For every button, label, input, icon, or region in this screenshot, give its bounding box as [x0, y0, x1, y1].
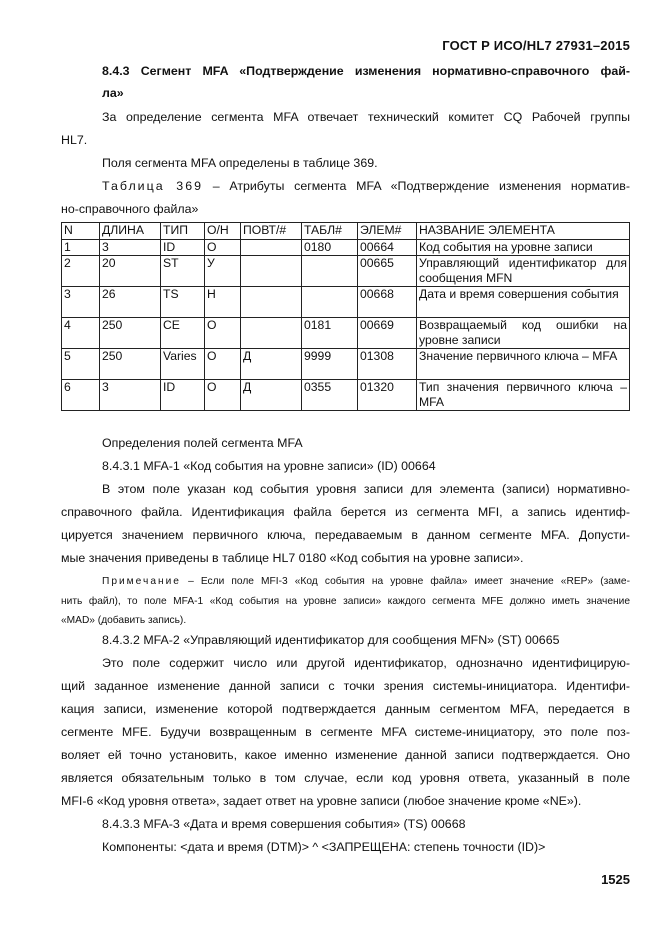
- cell-opt: О: [205, 240, 241, 256]
- attributes-table: [61, 222, 630, 411]
- header-table: ТАБЛ#: [302, 223, 358, 240]
- field-definitions-title: Определения полей сегмента MFA: [102, 436, 303, 450]
- note-label: Примечание: [102, 576, 181, 587]
- cell-length: 3: [100, 240, 161, 256]
- cell-length: 3: [100, 380, 161, 411]
- subsection-3-line-1: Компоненты: <дата и время (DTM)> ^ <ЗАПРЕЩЕНА: степень точности (ID)>: [102, 840, 546, 854]
- subsection-1-line-3: цируется значением первичного ключа, передаваемым в данном сегменте MFA. Допусти-: [61, 528, 630, 542]
- cell-n: 1: [62, 240, 100, 256]
- cell-name: Дата и время совершения события: [417, 287, 630, 318]
- header-element: ЭЛЕМ#: [358, 223, 417, 240]
- header-name: НАЗВАНИЕ ЭЛЕМЕНТА: [417, 223, 630, 240]
- cell-type: ST: [161, 256, 205, 287]
- cell-length: 20: [100, 256, 161, 287]
- cell-type: ID: [161, 380, 205, 411]
- subsection-2-line-3: кация записи, изменение которой подтверждается данным сегментом MFA, передается в: [61, 702, 630, 716]
- cell-element: 00665: [358, 256, 417, 287]
- header-n: N: [62, 223, 100, 240]
- table-row: [62, 287, 630, 318]
- cell-element: 00664: [358, 240, 417, 256]
- cell-table: 0180: [302, 240, 358, 256]
- cell-repeat: [241, 318, 302, 349]
- cell-name: Возвращаемый код ошибки на уровне записи: [417, 318, 630, 349]
- fields-intro-paragraph: Поля сегмента MFA определены в таблице 369.: [102, 156, 378, 170]
- cell-table: 0181: [302, 318, 358, 349]
- cell-repeat: [241, 256, 302, 287]
- table-row: [62, 256, 630, 287]
- cell-opt: О: [205, 318, 241, 349]
- cell-opt: У: [205, 256, 241, 287]
- cell-element: 00668: [358, 287, 417, 318]
- cell-name: Значение первичного ключа – MFA: [417, 349, 630, 380]
- section-heading-line-1: 8.4.3 Сегмент MFA «Подтверждение изменения нормативно-справочного фай-: [102, 64, 630, 78]
- cell-n: 5: [62, 349, 100, 380]
- note-line-3: «MAD» (добавить запись).: [61, 615, 187, 626]
- subsection-1-title: 8.4.3.1 MFA-1 «Код события на уровне записи» (ID) 00664: [102, 459, 436, 473]
- table-row: [62, 380, 630, 411]
- subsection-2-line-2: щий заданное изменение данной записи с точки зрения системы-инициатора. Идентифи-: [61, 679, 630, 693]
- table-row: [62, 349, 630, 380]
- cell-type: Varies: [161, 349, 205, 380]
- cell-opt: О: [205, 349, 241, 380]
- cell-repeat: [241, 287, 302, 318]
- table-caption-line-1: [102, 175, 630, 198]
- subsection-2-line-7: MFI-6 «Код уровня ответа», задает ответ на уровне записи (любое значение кроме «NE»).: [61, 794, 582, 808]
- cell-name: Управляющий идентификатор для сообщения MFN: [417, 256, 630, 287]
- subsection-1-line-4: мые значения приведены в таблице HL7 0180 «Код события на уровне записи».: [61, 551, 524, 565]
- cell-element: 01320: [358, 380, 417, 411]
- cell-element: 00669: [358, 318, 417, 349]
- cell-type: TS: [161, 287, 205, 318]
- cell-opt: Н: [205, 287, 241, 318]
- header-length: ДЛИНА: [100, 223, 161, 240]
- subsection-1-line-1: В этом поле указан код события уровня записи для элемента (записи) нормативно-: [102, 482, 630, 496]
- note-line-1: [102, 571, 630, 592]
- table-header-row: [62, 223, 630, 240]
- table-row: [62, 240, 630, 256]
- subsection-2-line-4: сегменте MFE. Будучи возвращенным в сегменте MFA системе-инициатору, это поле поз-: [61, 725, 630, 739]
- cell-type: ID: [161, 240, 205, 256]
- cell-length: 26: [100, 287, 161, 318]
- cell-table: [302, 256, 358, 287]
- table-caption-text: – Атрибуты сегмента MFA «Подтверждение изменения норматив-: [202, 179, 630, 193]
- table-caption-line-2: но-справочного файла»: [61, 202, 199, 216]
- note-line-2: нить файл), то поле MFA-1 «Код события на уровне записи» каждого сегмента MFE должно иметь значение: [61, 596, 630, 607]
- subsection-2-line-6: является обязательным только в том случае, если код уровня ответа, указанный в поле: [61, 771, 630, 785]
- cell-n: 4: [62, 318, 100, 349]
- cell-length: 250: [100, 349, 161, 380]
- cell-name: Тип значения первичного ключа – MFA: [417, 380, 630, 411]
- cell-repeat: Д: [241, 380, 302, 411]
- cell-n: 3: [62, 287, 100, 318]
- subsection-2-title: 8.4.3.2 MFA-2 «Управляющий идентификатор для сообщения MFN» (ST) 00665: [102, 633, 560, 647]
- cell-n: 6: [62, 380, 100, 411]
- note-text: – Если поле MFI-3 «Код события на уровне файла» имеет значение «REP» (заме-: [180, 576, 630, 587]
- cell-name: Код события на уровне записи: [417, 240, 630, 256]
- cell-repeat: Д: [241, 349, 302, 380]
- table-row: [62, 318, 630, 349]
- table-caption-label: Таблица 369: [102, 179, 203, 193]
- document-code: ГОСТ Р ИСО/HL7 27931–2015: [442, 38, 630, 53]
- intro-paragraph-line-1: За определение сегмента MFA отвечает технический комитет CQ Рабочей группы: [102, 110, 630, 124]
- cell-table: 0355: [302, 380, 358, 411]
- subsection-2-line-5: воляет ей точно установить, какое именно изменение данной записи подтверждается. Оно: [61, 748, 630, 762]
- intro-paragraph-line-2: HL7.: [61, 133, 88, 147]
- header-repeat: ПОВТ/#: [241, 223, 302, 240]
- page-number: 1525: [601, 872, 630, 887]
- subsection-2-line-1: Это поле содержит число или другой идентификатор, однозначно идентифицирую-: [102, 656, 630, 670]
- cell-opt: О: [205, 380, 241, 411]
- cell-n: 2: [62, 256, 100, 287]
- cell-table: 9999: [302, 349, 358, 380]
- subsection-1-line-2: справочного файла. Идентификация файла берется из сегмента MFI, а запись идентиф-: [61, 505, 630, 519]
- cell-element: 01308: [358, 349, 417, 380]
- header-type: ТИП: [161, 223, 205, 240]
- cell-type: CE: [161, 318, 205, 349]
- cell-repeat: [241, 240, 302, 256]
- section-heading-line-2: ла»: [102, 86, 124, 100]
- cell-length: 250: [100, 318, 161, 349]
- subsection-3-title: 8.4.3.3 MFA-3 «Дата и время совершения события» (TS) 00668: [102, 817, 466, 831]
- header-opt: О/Н: [205, 223, 241, 240]
- cell-table: [302, 287, 358, 318]
